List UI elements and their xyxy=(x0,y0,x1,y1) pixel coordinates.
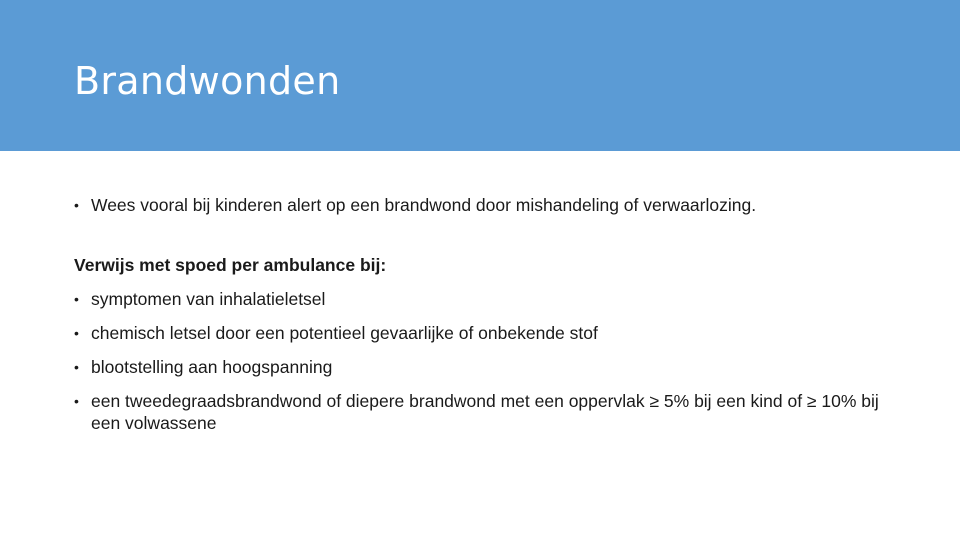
title-banner xyxy=(0,0,960,151)
intro-bullet xyxy=(74,194,894,216)
list-item-text: chemisch letsel door een potentieel gevaarlijke of onbekende stof xyxy=(91,323,598,343)
list-item-text: symptomen van inhalatieletsel xyxy=(91,289,326,309)
slide-body xyxy=(74,194,894,434)
list-item-text: blootstelling aan hoogspanning xyxy=(91,357,333,377)
bullet-marker: • xyxy=(74,359,79,375)
referral-list xyxy=(74,288,894,434)
bullet-marker: • xyxy=(74,291,79,307)
list-item xyxy=(74,390,894,434)
bullet-marker: • xyxy=(74,393,79,409)
referral-heading: Verwijs met spoed per ambulance bij: xyxy=(74,255,387,275)
list-item xyxy=(74,288,894,310)
list-item xyxy=(74,356,894,378)
list-item-text: een tweedegraadsbrandwond of diepere brandwond met een oppervlak ≥ 5% bij een kind of ≥ 10% bij een volwassene xyxy=(91,391,879,433)
bullet-marker: • xyxy=(74,325,79,341)
intro-bullet-text: Wees vooral bij kinderen alert op een brandwond door mishandeling of verwaarlozing. xyxy=(91,195,757,215)
slide-title: Brandwonden xyxy=(74,59,341,103)
list-item xyxy=(74,322,894,344)
bullet-marker: • xyxy=(74,197,79,213)
